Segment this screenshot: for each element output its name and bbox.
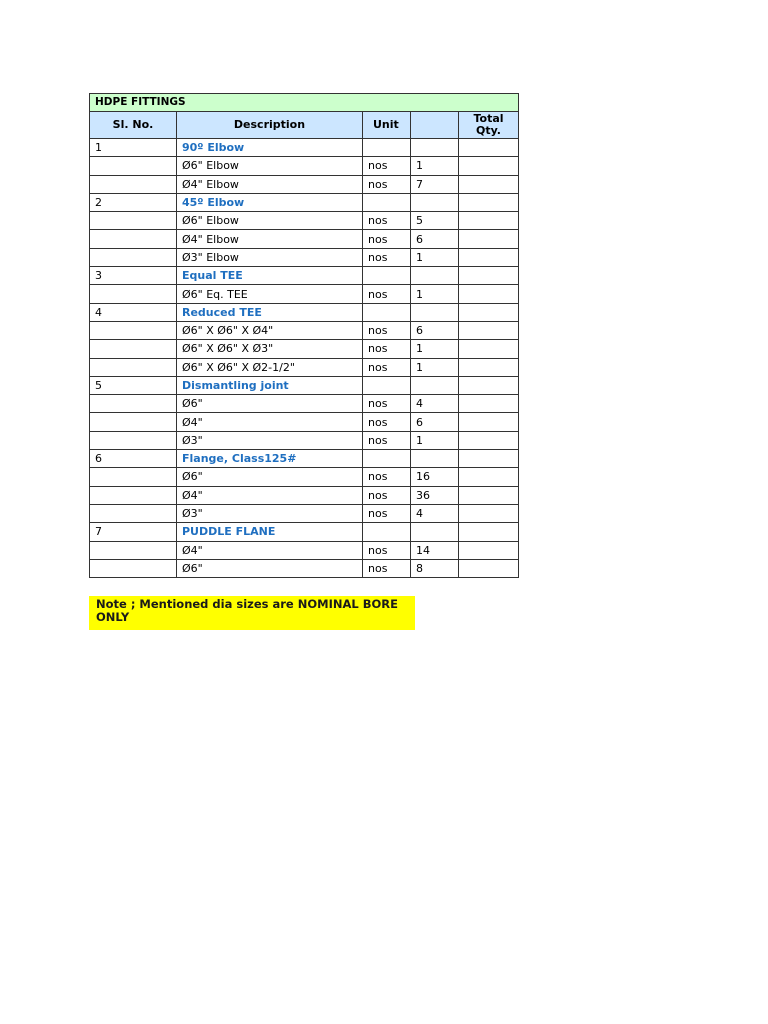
cell-sl-no: [90, 212, 177, 230]
cell-description: Reduced TEE: [177, 303, 363, 321]
cell-total-qty: [459, 523, 519, 541]
cell-sl-no: 3: [90, 267, 177, 285]
cell-description: Ø6" X Ø6" X Ø2-1/2": [177, 358, 363, 376]
cell-qty: 1: [411, 431, 459, 449]
cell-sl-no: [90, 248, 177, 266]
table-row: [90, 230, 519, 248]
cell-description: 45º Elbow: [177, 193, 363, 211]
cell-sl-no: [90, 468, 177, 486]
cell-unit: nos: [363, 212, 411, 230]
cell-qty: 36: [411, 486, 459, 504]
cell-unit: [363, 450, 411, 468]
cell-sl-no: [90, 395, 177, 413]
cell-unit: nos: [363, 413, 411, 431]
cell-unit: nos: [363, 248, 411, 266]
cell-sl-no: 4: [90, 303, 177, 321]
table-row: [90, 285, 519, 303]
cell-qty: 1: [411, 358, 459, 376]
cell-qty: [411, 303, 459, 321]
table-row: [90, 486, 519, 504]
cell-description: Dismantling joint: [177, 376, 363, 394]
table-row: [90, 212, 519, 230]
table-group-row: [90, 450, 519, 468]
cell-unit: nos: [363, 541, 411, 559]
cell-description: Ø6" Elbow: [177, 212, 363, 230]
cell-qty: 1: [411, 248, 459, 266]
cell-description: Ø6": [177, 559, 363, 577]
cell-description: Flange, Class125#: [177, 450, 363, 468]
cell-description: Ø4" Elbow: [177, 175, 363, 193]
header-total-qty: Total Qty.: [459, 112, 519, 139]
cell-sl-no: [90, 285, 177, 303]
cell-sl-no: [90, 559, 177, 577]
cell-sl-no: 2: [90, 193, 177, 211]
cell-unit: nos: [363, 395, 411, 413]
cell-qty: 1: [411, 340, 459, 358]
cell-qty: 6: [411, 230, 459, 248]
table-row: [90, 504, 519, 522]
cell-total-qty: [459, 559, 519, 577]
cell-unit: [363, 523, 411, 541]
cell-total-qty: [459, 358, 519, 376]
cell-unit: nos: [363, 358, 411, 376]
table-group-row: [90, 267, 519, 285]
cell-unit: [363, 303, 411, 321]
cell-unit: nos: [363, 431, 411, 449]
cell-sl-no: 6: [90, 450, 177, 468]
cell-description: Ø4": [177, 413, 363, 431]
cell-qty: 14: [411, 541, 459, 559]
cell-unit: nos: [363, 340, 411, 358]
cell-qty: [411, 450, 459, 468]
cell-unit: nos: [363, 157, 411, 175]
cell-total-qty: [459, 193, 519, 211]
table-group-row: [90, 139, 519, 157]
cell-total-qty: [459, 413, 519, 431]
cell-sl-no: 1: [90, 139, 177, 157]
cell-sl-no: [90, 175, 177, 193]
table-title-row: [90, 94, 519, 112]
cell-unit: nos: [363, 321, 411, 339]
cell-unit: [363, 376, 411, 394]
cell-total-qty: [459, 395, 519, 413]
cell-unit: nos: [363, 175, 411, 193]
cell-total-qty: [459, 248, 519, 266]
cell-total-qty: [459, 157, 519, 175]
cell-total-qty: [459, 541, 519, 559]
table-header-row: [90, 112, 519, 139]
cell-total-qty: [459, 486, 519, 504]
cell-description: Ø3" Elbow: [177, 248, 363, 266]
cell-total-qty: [459, 267, 519, 285]
cell-total-qty: [459, 230, 519, 248]
table-group-row: [90, 376, 519, 394]
cell-description: Ø6" Eq. TEE: [177, 285, 363, 303]
cell-sl-no: [90, 431, 177, 449]
header-qty: [411, 112, 459, 139]
cell-unit: nos: [363, 468, 411, 486]
cell-total-qty: [459, 468, 519, 486]
table-group-row: [90, 523, 519, 541]
table-row: [90, 358, 519, 376]
cell-sl-no: [90, 321, 177, 339]
table-row: [90, 321, 519, 339]
cell-sl-no: [90, 413, 177, 431]
cell-unit: nos: [363, 486, 411, 504]
cell-qty: 6: [411, 321, 459, 339]
table-row: [90, 157, 519, 175]
table-row: [90, 340, 519, 358]
header-description: Description: [177, 112, 363, 139]
cell-description: Ø6": [177, 395, 363, 413]
cell-qty: 1: [411, 157, 459, 175]
cell-qty: 5: [411, 212, 459, 230]
cell-description: Equal TEE: [177, 267, 363, 285]
cell-unit: [363, 267, 411, 285]
cell-unit: nos: [363, 230, 411, 248]
cell-sl-no: [90, 541, 177, 559]
cell-total-qty: [459, 212, 519, 230]
cell-unit: nos: [363, 504, 411, 522]
cell-qty: 4: [411, 504, 459, 522]
cell-description: Ø4": [177, 486, 363, 504]
cell-qty: [411, 523, 459, 541]
cell-total-qty: [459, 376, 519, 394]
cell-qty: [411, 267, 459, 285]
cell-description: Ø4" Elbow: [177, 230, 363, 248]
cell-description: Ø3": [177, 504, 363, 522]
cell-qty: 4: [411, 395, 459, 413]
cell-qty: 6: [411, 413, 459, 431]
cell-total-qty: [459, 285, 519, 303]
header-sl-no: Sl. No.: [90, 112, 177, 139]
table-row: [90, 468, 519, 486]
cell-sl-no: [90, 504, 177, 522]
cell-sl-no: 7: [90, 523, 177, 541]
cell-sl-no: [90, 486, 177, 504]
cell-unit: [363, 193, 411, 211]
table-group-row: [90, 193, 519, 211]
cell-qty: 1: [411, 285, 459, 303]
cell-qty: 7: [411, 175, 459, 193]
table-row: [90, 541, 519, 559]
cell-total-qty: [459, 504, 519, 522]
cell-total-qty: [459, 321, 519, 339]
cell-description: Ø4": [177, 541, 363, 559]
cell-description: Ø3": [177, 431, 363, 449]
table-row: [90, 413, 519, 431]
cell-total-qty: [459, 303, 519, 321]
cell-unit: nos: [363, 285, 411, 303]
note-box: Note ; Mentioned dia sizes are NOMINAL BORE ONLY: [89, 596, 415, 630]
cell-total-qty: [459, 450, 519, 468]
cell-total-qty: [459, 431, 519, 449]
header-unit: Unit: [363, 112, 411, 139]
cell-sl-no: [90, 157, 177, 175]
table-row: [90, 559, 519, 577]
cell-unit: [363, 139, 411, 157]
cell-total-qty: [459, 340, 519, 358]
cell-description: 90º Elbow: [177, 139, 363, 157]
cell-sl-no: 5: [90, 376, 177, 394]
cell-qty: [411, 376, 459, 394]
table-body: [90, 139, 519, 578]
cell-total-qty: [459, 175, 519, 193]
cell-description: Ø6" Elbow: [177, 157, 363, 175]
table-row: [90, 248, 519, 266]
table-group-row: [90, 303, 519, 321]
cell-total-qty: [459, 139, 519, 157]
table-row: [90, 395, 519, 413]
cell-sl-no: [90, 340, 177, 358]
cell-description: Ø6": [177, 468, 363, 486]
cell-qty: 8: [411, 559, 459, 577]
cell-qty: [411, 139, 459, 157]
cell-description: Ø6" X Ø6" X Ø3": [177, 340, 363, 358]
table-row: [90, 431, 519, 449]
hdpe-fittings-table: [89, 93, 519, 578]
cell-unit: nos: [363, 559, 411, 577]
table-title: HDPE FITTINGS: [90, 94, 519, 112]
cell-qty: 16: [411, 468, 459, 486]
cell-sl-no: [90, 230, 177, 248]
cell-qty: [411, 193, 459, 211]
table-row: [90, 175, 519, 193]
cell-description: PUDDLE FLANE: [177, 523, 363, 541]
cell-sl-no: [90, 358, 177, 376]
cell-description: Ø6" X Ø6" X Ø4": [177, 321, 363, 339]
